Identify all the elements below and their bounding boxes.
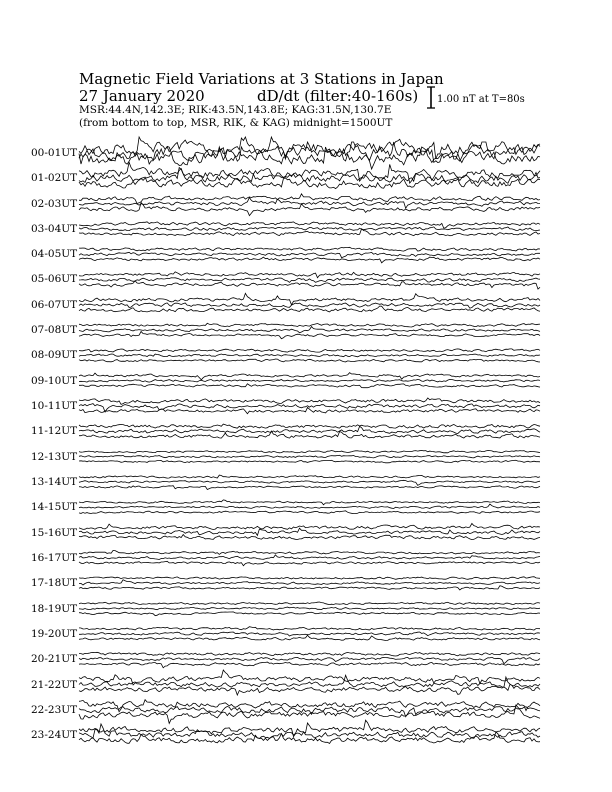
- hour-label: 21-22UT: [31, 679, 78, 691]
- hour-label: 00-01UT: [31, 147, 78, 159]
- trace-rik: [79, 227, 540, 231]
- trace-rik: [79, 706, 540, 716]
- hour-label: 22-23UT: [31, 704, 78, 716]
- trace-msr: [79, 306, 540, 312]
- trace-rik: [79, 555, 540, 560]
- trace-rik: [79, 303, 540, 308]
- trace-kag: [79, 349, 540, 352]
- trace-kag: [79, 398, 540, 404]
- trace-msr: [79, 511, 540, 514]
- hour-label: 16-17UT: [31, 552, 78, 564]
- trace-rik: [79, 632, 540, 636]
- hour-label: 15-16UT: [31, 527, 78, 539]
- hour-label: 11-12UT: [31, 425, 78, 437]
- hour-label: 01-02UT: [31, 172, 78, 184]
- trace-msr: [79, 460, 540, 463]
- hour-label: 07-08UT: [31, 324, 78, 336]
- scale-bar-label: 1.00 nT at T=80s: [437, 94, 525, 105]
- trace-kag: [79, 670, 540, 685]
- trace-msr: [79, 281, 540, 289]
- trace-msr: [79, 384, 540, 388]
- trace-msr: [79, 331, 540, 338]
- trace-kag: [79, 451, 540, 453]
- trace-kag: [79, 373, 540, 380]
- trace-kag: [79, 700, 540, 712]
- trace-rik: [79, 580, 540, 585]
- hour-label: 19-20UT: [31, 628, 78, 640]
- chart-date: 27 January 2020: [79, 87, 205, 105]
- hour-label: 02-03UT: [31, 198, 78, 210]
- trace-rik: [79, 480, 540, 485]
- trace-rik: [79, 455, 540, 458]
- hour-label: 03-04UT: [31, 223, 78, 235]
- trace-kag: [79, 602, 540, 605]
- trace-rik: [79, 657, 540, 663]
- trace-msr: [79, 612, 540, 616]
- trace-rik: [79, 327, 540, 333]
- trace-kag: [79, 500, 540, 505]
- trace-msr: [79, 635, 540, 640]
- trace-kag: [79, 475, 540, 478]
- trace-msr: [79, 684, 540, 695]
- trace-rik: [79, 426, 540, 433]
- trace-msr: [79, 407, 540, 413]
- trace-rik: [79, 354, 540, 357]
- station-coordinates: MSR:44.4N,142.3E; RIK:43.5N,143.8E; KAG:31.5N,130.7E: [79, 104, 392, 116]
- trace-group: [79, 137, 540, 744]
- trace-rik: [79, 379, 540, 382]
- hour-label: 08-09UT: [31, 349, 78, 361]
- scale-bar: [427, 87, 435, 108]
- hour-label: 14-15UT: [31, 501, 78, 513]
- trace-order-note: (from bottom to top, MSR, RIK, & KAG) midnight=1500UT: [79, 117, 393, 129]
- trace-kag: [79, 627, 540, 630]
- hour-label: 13-14UT: [31, 476, 78, 488]
- trace-msr: [79, 586, 540, 590]
- trace-kag: [79, 652, 540, 656]
- trace-rik: [79, 607, 540, 610]
- hour-label: 10-11UT: [31, 400, 78, 412]
- trace-rik: [79, 404, 540, 412]
- chart-title: Magnetic Field Variations at 3 Stations in Japan: [79, 70, 444, 88]
- hour-label: 05-06UT: [31, 273, 78, 285]
- hour-label: 20-21UT: [31, 653, 78, 665]
- trace-rik: [79, 528, 540, 535]
- hour-label: 09-10UT: [31, 375, 78, 387]
- trace-kag: [79, 247, 540, 251]
- trace-msr: [79, 177, 540, 189]
- trace-kag: [79, 523, 540, 529]
- hour-label: 12-13UT: [31, 451, 78, 463]
- trace-kag: [79, 577, 540, 580]
- trace-rik: [79, 278, 540, 283]
- hour-label: 23-24UT: [31, 729, 78, 741]
- trace-rik: [79, 198, 540, 209]
- trace-kag: [79, 424, 540, 428]
- chart-quantity: dD/dt (filter:40-160s): [257, 87, 419, 105]
- trace-msr: [79, 486, 540, 490]
- trace-msr: [79, 561, 540, 565]
- trace-msr: [79, 705, 540, 723]
- trace-rik: [79, 252, 540, 257]
- hour-label: 18-19UT: [31, 603, 78, 615]
- trace-kag: [79, 550, 540, 554]
- hour-label: 06-07UT: [31, 299, 78, 311]
- trace-msr: [79, 229, 540, 236]
- trace-msr: [79, 257, 540, 263]
- trace-msr: [79, 535, 540, 540]
- trace-kag: [79, 272, 540, 278]
- trace-rik: [79, 504, 540, 508]
- hour-label: 17-18UT: [31, 577, 78, 589]
- trace-kag: [79, 194, 540, 204]
- trace-kag: [79, 323, 540, 327]
- hour-label: 04-05UT: [31, 248, 78, 260]
- trace-msr: [79, 662, 540, 668]
- trace-msr: [79, 359, 540, 362]
